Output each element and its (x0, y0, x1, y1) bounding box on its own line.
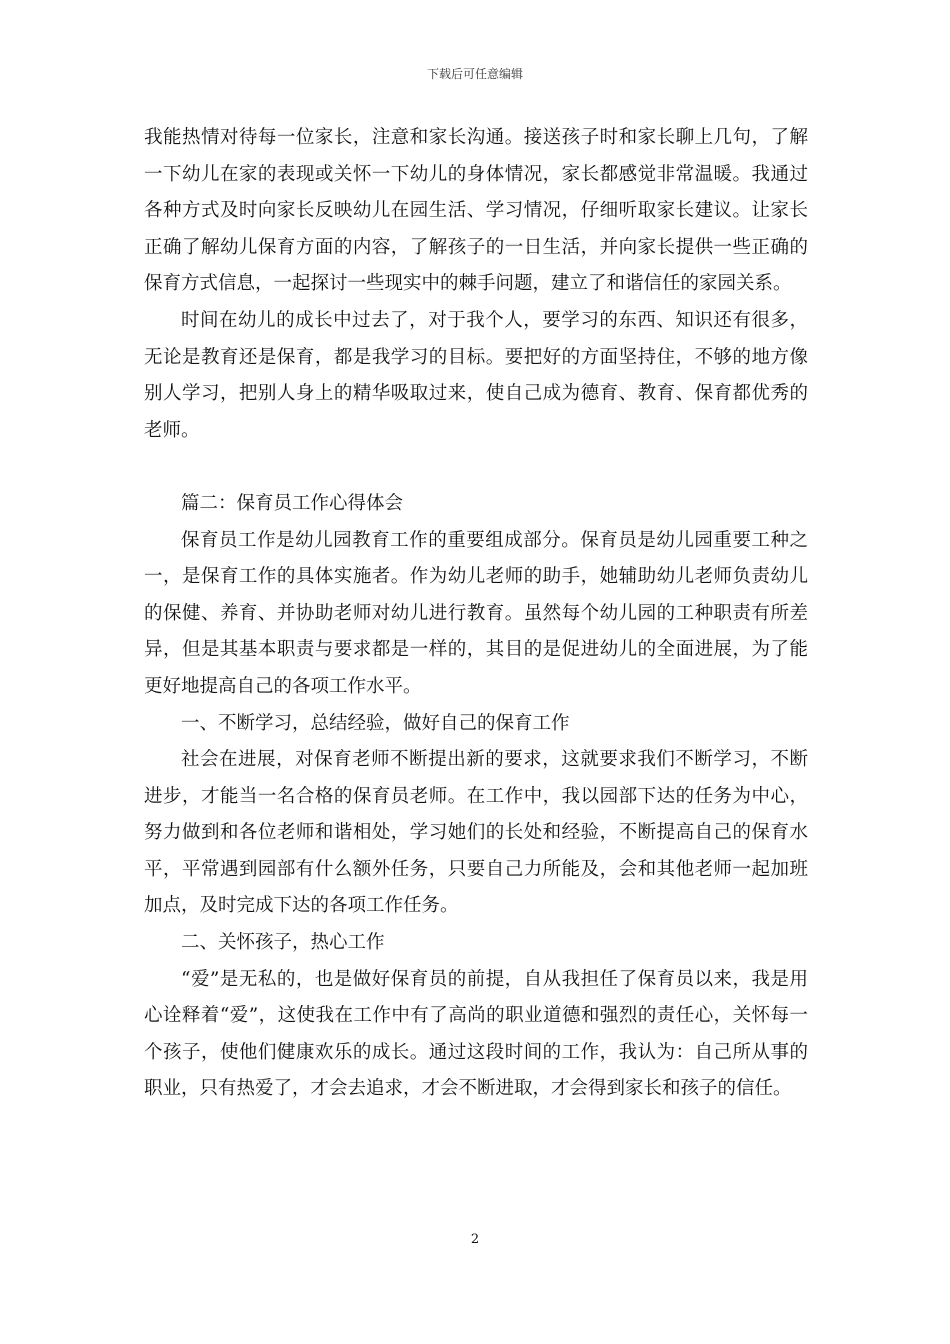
paragraph-parent-communication: 我能热情对待每一位家长，注意和家长沟通。接送孩子时和家长聊上几句，了解一下幼儿在家的表现或关怀一下幼儿的身体情况，家长都感觉非常温暖。我通过各种方式及时向家长反映幼儿在园生活、学习情况，仔细听取家长建议。让家长正确了解幼儿保育方面的内容，了解孩子的一日生活，并向家长提供一些正确的保育方式信息，一起探讨一些现实中的棘手问题，建立了和谐信任的家园关系。 (144, 127, 808, 295)
page-number: 2 (470, 1232, 480, 1247)
paragraph-section-intro: 保育员工作是幼儿园教育工作的重要组成部分。保育员是幼儿园重要工种之一，是保育工作的具体实施者。作为幼儿老师的助手，她辅助幼儿老师负责幼儿的保健、养育、并协助老师对幼儿进行教育。虽然每个幼儿园的工种职责有所差异，但是其基本职责与要求都是一样的，其目的是促进幼儿的全面进展，为了能更好地提高自己的各项工作水平。 (144, 529, 808, 697)
page-header: 下载后可任意编辑 (426, 67, 523, 81)
paragraph-care-children: “爱”是无私的，也是做好保育员的前提，自从我担任了保育员以来，我是用心诠释着“爱”，这使我在工作中有了高尚的职业道德和强烈的责任心，关怀每一个孩子，使他们健康欢乐的成长。通过这段时间的工作，我认为：自己所从事的职业，只有热爱了，才会去追求，才会不断进取，才会得到家长和孩子的信任。 (144, 968, 808, 1100)
paragraph-learning-goal: 时间在幼儿的成长中过去了，对于我个人，要学习的东西、知识还有很多，无论是教育还是保育，都是我学习的目标。要把好的方面坚持住，不够的地方像别人学习，把别人身上的精华吸取过来，使自己成为德育、教育、保育都优秀的老师。 (144, 309, 808, 441)
subheading-keep-learning: 一、不断学习，总结经验，做好自己的保育工作 (181, 712, 570, 734)
subheading-care-children: 二、关怀孩子，热心工作 (181, 932, 385, 954)
section-title: 篇二：保育员工作心得体会 (181, 492, 404, 514)
document-body (144, 120, 808, 1108)
paragraph-keep-learning: 社会在进展，对保育老师不断提出新的要求，这就要求我们不断学习，不断进步，才能当一名合格的保育员老师。在工作中，我以园部下达的任务为中心，努力做到和各位老师和谐相处，学习她们的长处和经验，不断提高自己的保育水平，平常遇到园部有什么额外任务，只要自己力所能及，会和其他老师一起加班加点，及时完成下达的各项工作任务。 (144, 749, 808, 917)
section-spacer (144, 449, 808, 486)
